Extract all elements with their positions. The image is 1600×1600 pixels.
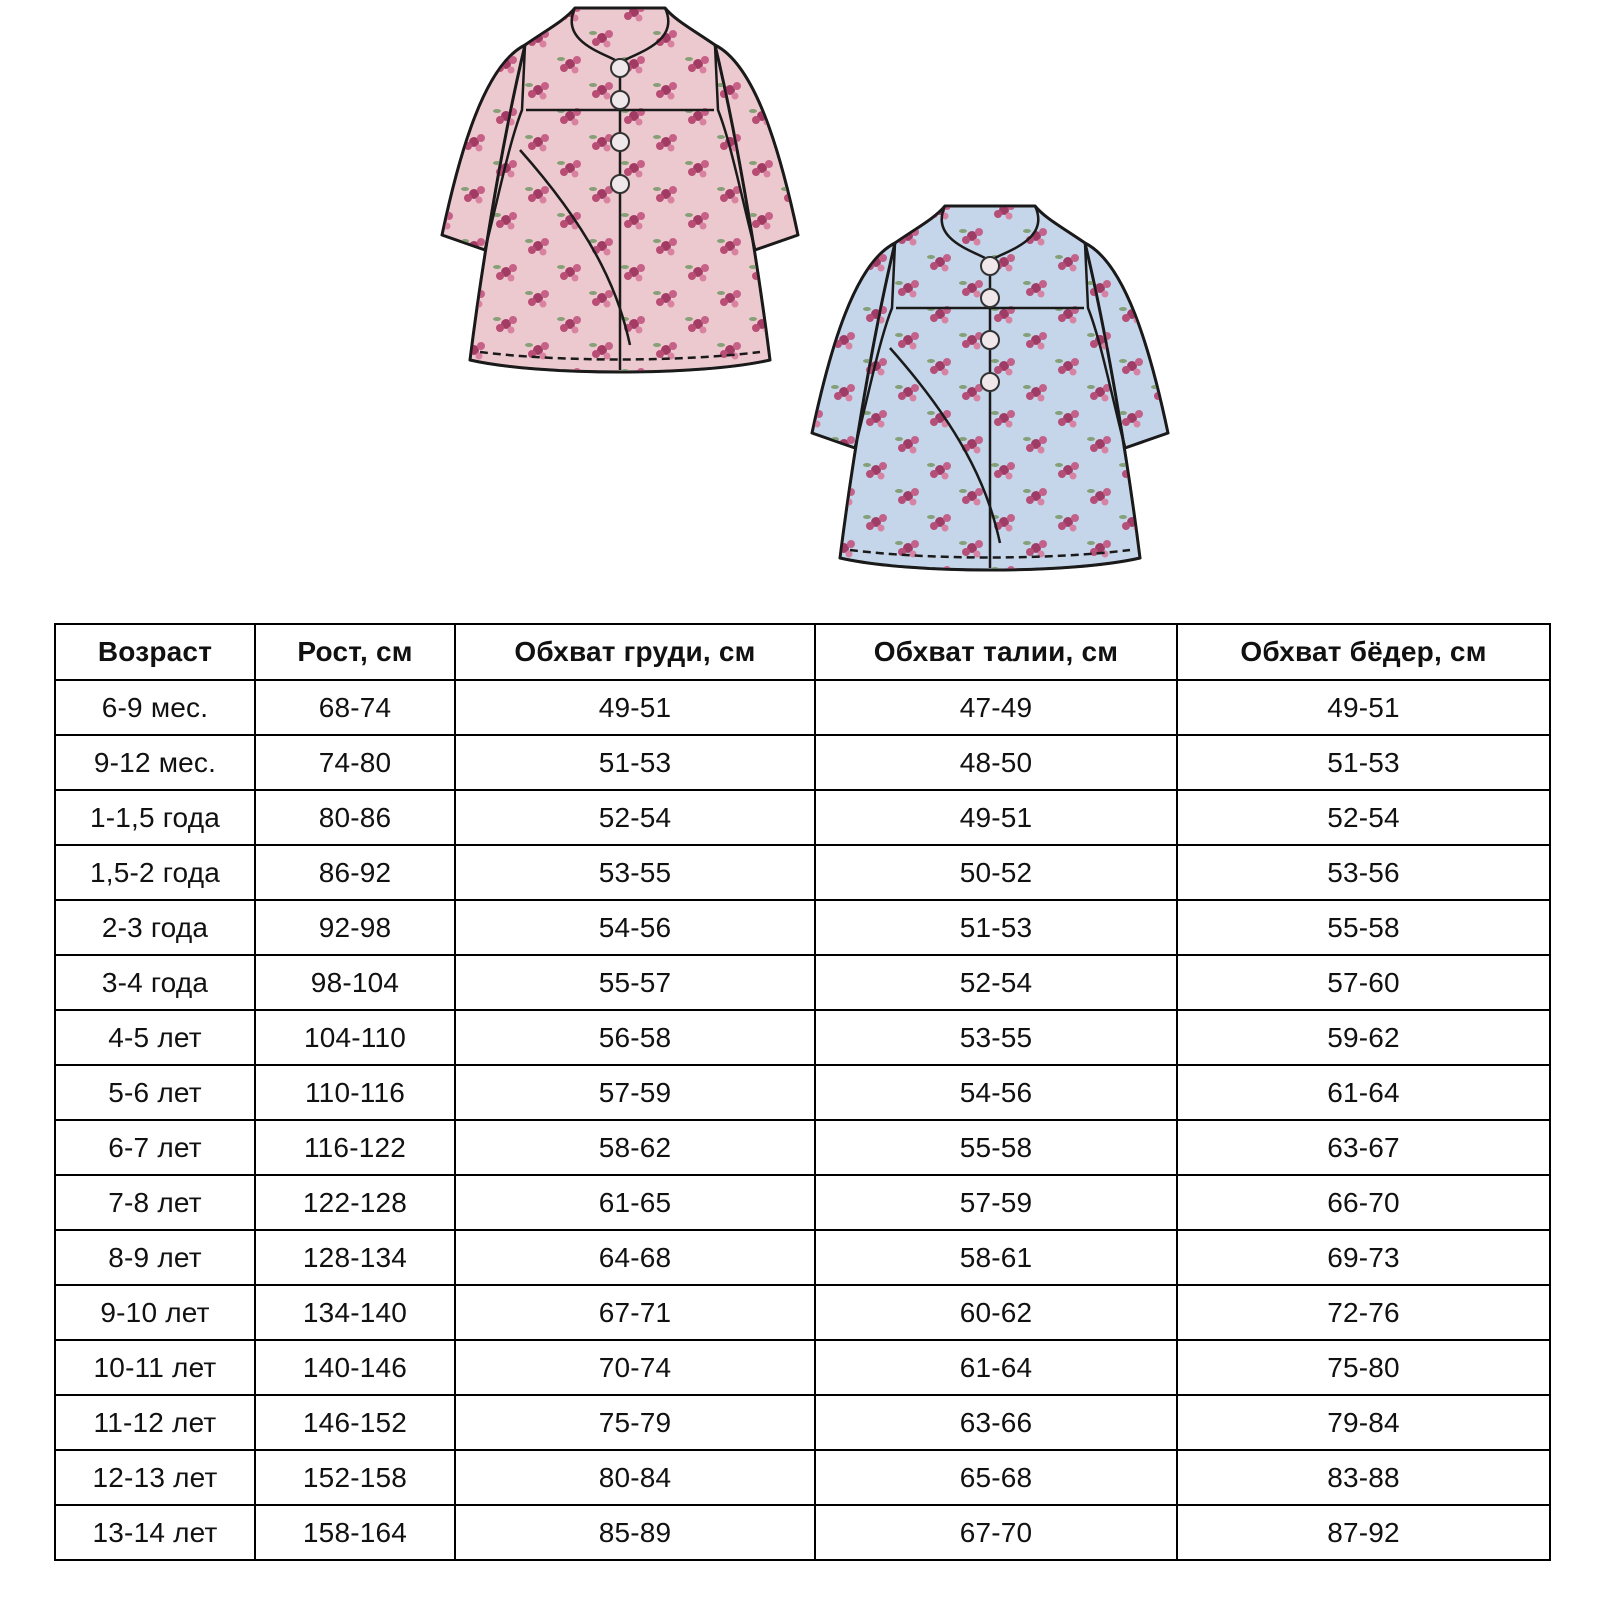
cell-waist: 50-52 xyxy=(815,845,1177,900)
cell-chest: 64-68 xyxy=(455,1230,815,1285)
table-row xyxy=(55,1065,1550,1120)
cell-hips: 53-56 xyxy=(1177,845,1550,900)
cell-hips: 63-67 xyxy=(1177,1120,1550,1175)
cell-chest: 70-74 xyxy=(455,1340,815,1395)
cell-height: 152-158 xyxy=(255,1450,455,1505)
cell-hips: 69-73 xyxy=(1177,1230,1550,1285)
table-row xyxy=(55,1395,1550,1450)
cell-hips: 83-88 xyxy=(1177,1450,1550,1505)
cell-chest: 55-57 xyxy=(455,955,815,1010)
cell-age: 3-4 года xyxy=(55,955,255,1010)
table-row xyxy=(55,1450,1550,1505)
cell-age: 4-5 лет xyxy=(55,1010,255,1065)
table-header-row xyxy=(55,624,1550,680)
table-row xyxy=(55,1010,1550,1065)
cell-age: 13-14 лет xyxy=(55,1505,255,1560)
cell-age: 6-9 мес. xyxy=(55,680,255,735)
table-row xyxy=(55,1340,1550,1395)
cell-height: 128-134 xyxy=(255,1230,455,1285)
cell-hips: 72-76 xyxy=(1177,1285,1550,1340)
cell-height: 146-152 xyxy=(255,1395,455,1450)
cell-height: 74-80 xyxy=(255,735,455,790)
cell-hips: 61-64 xyxy=(1177,1065,1550,1120)
cell-height: 80-86 xyxy=(255,790,455,845)
cell-chest: 67-71 xyxy=(455,1285,815,1340)
table-row xyxy=(55,735,1550,790)
cell-hips: 55-58 xyxy=(1177,900,1550,955)
header-height: Рост, см xyxy=(255,624,455,680)
cell-chest: 49-51 xyxy=(455,680,815,735)
table-row xyxy=(55,900,1550,955)
table-row xyxy=(55,1175,1550,1230)
table-row xyxy=(55,1230,1550,1285)
cell-hips: 79-84 xyxy=(1177,1395,1550,1450)
cell-height: 140-146 xyxy=(255,1340,455,1395)
table-row xyxy=(55,1120,1550,1175)
coat-illustrations xyxy=(0,0,1600,600)
cell-hips: 51-53 xyxy=(1177,735,1550,790)
table-row xyxy=(55,1285,1550,1340)
cell-chest: 52-54 xyxy=(455,790,815,845)
cell-waist: 54-56 xyxy=(815,1065,1177,1120)
table-row xyxy=(55,1505,1550,1560)
cell-waist: 63-66 xyxy=(815,1395,1177,1450)
header-waist: Обхват талии, см xyxy=(815,624,1177,680)
cell-age: 9-12 мес. xyxy=(55,735,255,790)
cell-age: 1-1,5 года xyxy=(55,790,255,845)
cell-age: 6-7 лет xyxy=(55,1120,255,1175)
cell-age: 2-3 года xyxy=(55,900,255,955)
cell-height: 68-74 xyxy=(255,680,455,735)
cell-waist: 52-54 xyxy=(815,955,1177,1010)
cell-chest: 56-58 xyxy=(455,1010,815,1065)
table-row xyxy=(55,680,1550,735)
pink-coat-drawing xyxy=(442,8,798,372)
cell-age: 1,5-2 года xyxy=(55,845,255,900)
cell-age: 5-6 лет xyxy=(55,1065,255,1120)
cell-age: 7-8 лет xyxy=(55,1175,255,1230)
cell-height: 98-104 xyxy=(255,955,455,1010)
table-row xyxy=(55,845,1550,900)
cell-height: 92-98 xyxy=(255,900,455,955)
cell-waist: 48-50 xyxy=(815,735,1177,790)
cell-waist: 51-53 xyxy=(815,900,1177,955)
cell-hips: 66-70 xyxy=(1177,1175,1550,1230)
cell-chest: 54-56 xyxy=(455,900,815,955)
cell-age: 8-9 лет xyxy=(55,1230,255,1285)
cell-height: 158-164 xyxy=(255,1505,455,1560)
cell-waist: 57-59 xyxy=(815,1175,1177,1230)
table-row xyxy=(55,955,1550,1010)
header-chest: Обхват груди, см xyxy=(455,624,815,680)
cell-waist: 49-51 xyxy=(815,790,1177,845)
header-age: Возраст xyxy=(55,624,255,680)
cell-height: 86-92 xyxy=(255,845,455,900)
cell-waist: 55-58 xyxy=(815,1120,1177,1175)
cell-chest: 57-59 xyxy=(455,1065,815,1120)
cell-hips: 49-51 xyxy=(1177,680,1550,735)
cell-height: 134-140 xyxy=(255,1285,455,1340)
cell-height: 110-116 xyxy=(255,1065,455,1120)
cell-chest: 51-53 xyxy=(455,735,815,790)
cell-chest: 80-84 xyxy=(455,1450,815,1505)
cell-chest: 58-62 xyxy=(455,1120,815,1175)
cell-chest: 61-65 xyxy=(455,1175,815,1230)
cell-hips: 57-60 xyxy=(1177,955,1550,1010)
cell-waist: 65-68 xyxy=(815,1450,1177,1505)
cell-waist: 61-64 xyxy=(815,1340,1177,1395)
cell-age: 12-13 лет xyxy=(55,1450,255,1505)
cell-chest: 53-55 xyxy=(455,845,815,900)
blue-coat-drawing xyxy=(812,206,1168,570)
table-row xyxy=(55,790,1550,845)
size-chart-table xyxy=(54,623,1551,1561)
cell-height: 104-110 xyxy=(255,1010,455,1065)
cell-chest: 85-89 xyxy=(455,1505,815,1560)
cell-waist: 53-55 xyxy=(815,1010,1177,1065)
cell-hips: 87-92 xyxy=(1177,1505,1550,1560)
cell-waist: 47-49 xyxy=(815,680,1177,735)
cell-waist: 67-70 xyxy=(815,1505,1177,1560)
header-hips: Обхват бёдер, см xyxy=(1177,624,1550,680)
cell-waist: 60-62 xyxy=(815,1285,1177,1340)
cell-chest: 75-79 xyxy=(455,1395,815,1450)
cell-waist: 58-61 xyxy=(815,1230,1177,1285)
cell-age: 11-12 лет xyxy=(55,1395,255,1450)
cell-hips: 59-62 xyxy=(1177,1010,1550,1065)
cell-age: 10-11 лет xyxy=(55,1340,255,1395)
cell-height: 116-122 xyxy=(255,1120,455,1175)
cell-hips: 75-80 xyxy=(1177,1340,1550,1395)
cell-hips: 52-54 xyxy=(1177,790,1550,845)
cell-age: 9-10 лет xyxy=(55,1285,255,1340)
cell-height: 122-128 xyxy=(255,1175,455,1230)
